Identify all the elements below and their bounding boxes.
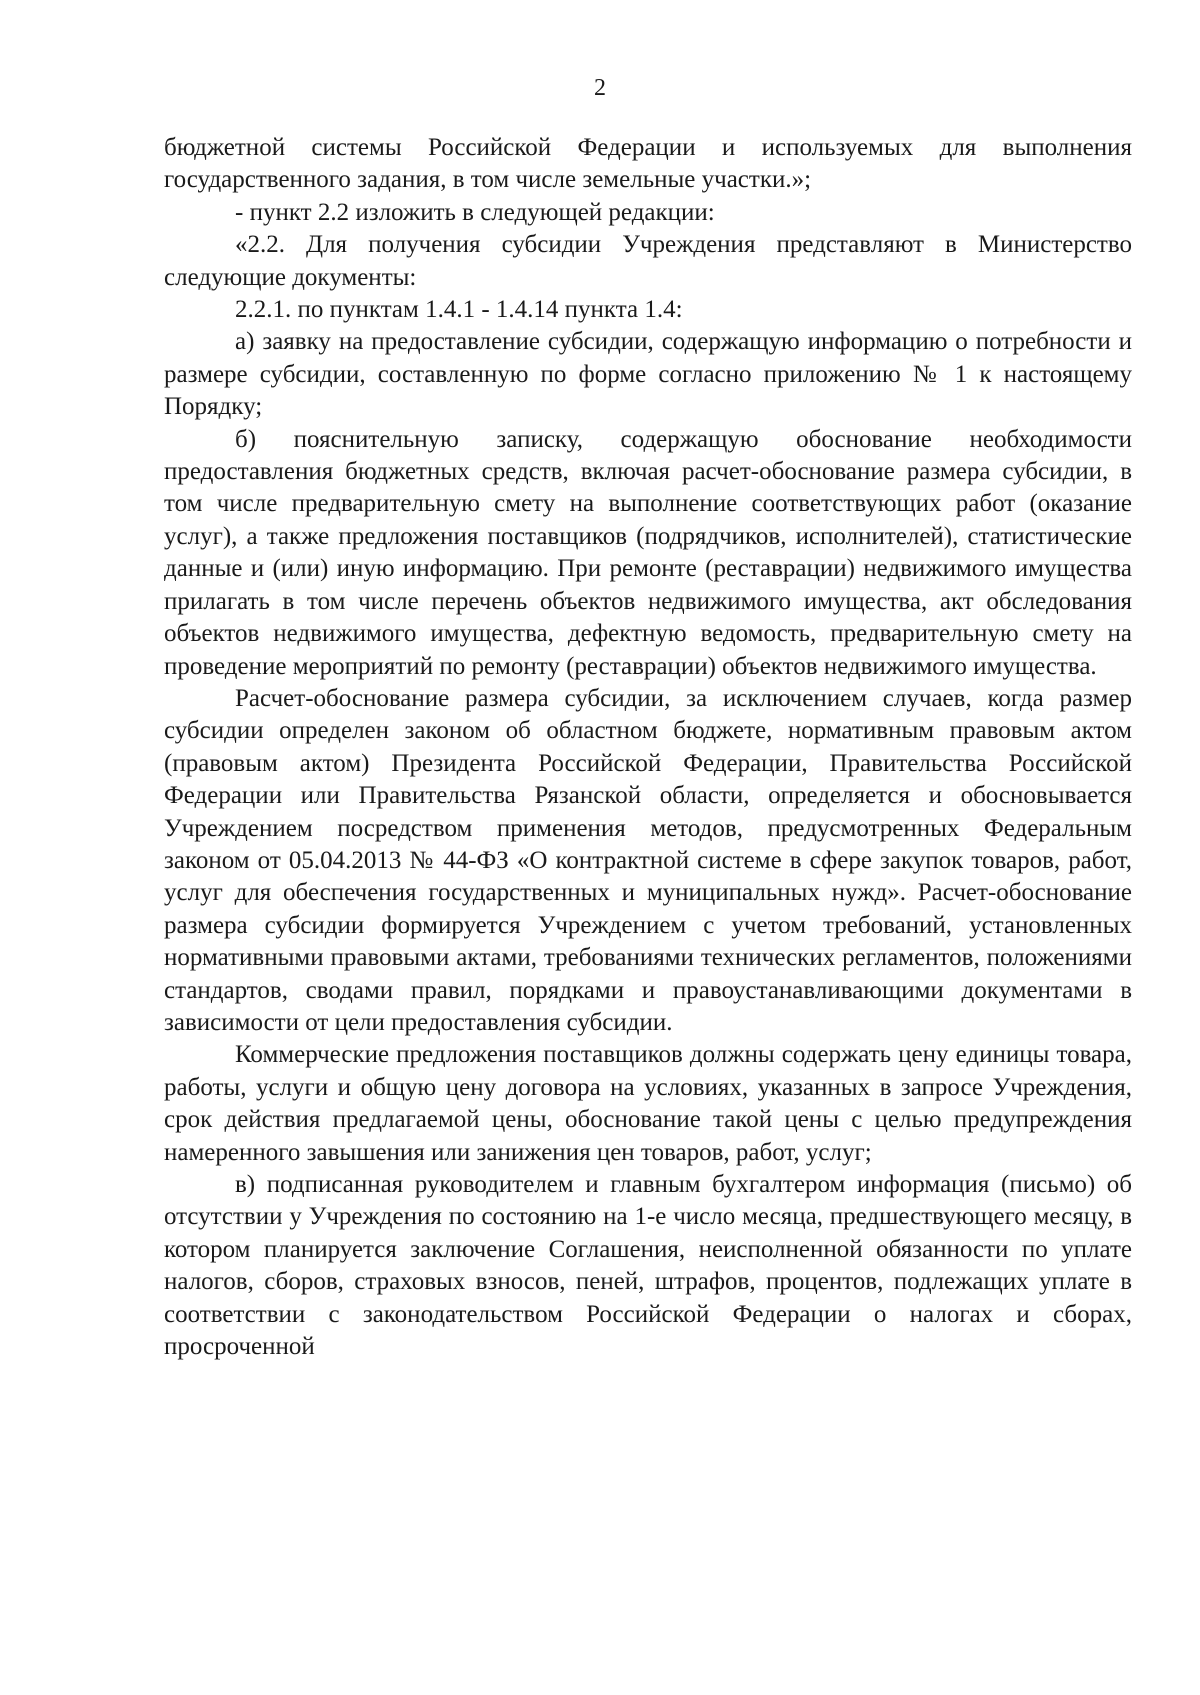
paragraph-clause-2-2: «2.2. Для получения субсидии Учреждения представляют в Министерство следующие документы:: [164, 231, 1132, 291]
paragraph-item-v: в) подписанная руководителем и главным бухгалтером информация (письмо) об отсутствии у Учреждения по состоянию на 1-е число месяца, предшествующего месяцу, в котором планируется заключение Соглашения, неисполненной обязанности по уплате налогов, сборов, страховых взносов, пеней, штрафов, процентов, подлежащих уплате в соответствии с законодательством Российской Федерации о налогах и сборах, просроченной: [164, 1171, 1132, 1361]
paragraph-calculation: Расчет-обоснование размера субсидии, за исключением случаев, когда размер субсидии определен законом об областном бюджете, нормативным правовым актом (правовым актом) Президента Российской Федерации, Правительства Российской Федерации или Правительства Рязанской области, определяется и обосновывается Учреждением посредством применения методов, предусмотренных Федеральным законом от 05.04.2013 № 44-ФЗ «О контрактной системе в сфере закупок товаров, работ, услуг для обеспечения государственных и муниципальных нужд». Расчет-обоснование размера субсидии формируется Учреждением с учетом требований, установленных нормативными правовыми актами, требованиями технических регламентов, положениями стандартов, сводами правил, порядками и правоустанавливающими документами в зависимости от цели предоставления субсидии.: [164, 684, 1132, 1036]
paragraph-clause-2-2-1: 2.2.1. по пунктам 1.4.1 - 1.4.14 пункта 1.4:: [235, 296, 683, 324]
document-body: [164, 132, 1132, 1363]
page-number: 2: [594, 75, 606, 101]
paragraph-amendment-instruction: - пункт 2.2 изложить в следующей редакции:: [235, 198, 715, 226]
paragraph-item-b: б) пояснительную записку, содержащую обоснование необходимости предоставления бюджетных средств, включая расчет-обоснование размера субсидии, в том числе предварительную смету на выполнение соответствующих работ (оказание услуг), а также предложения поставщиков (подрядчиков, исполнителей), статистические данные и (или) иную информацию. При ремонте (реставрации) недвижимого имущества прилагать в том числе перечень объектов недвижимого имущества, акт обследования объектов недвижимого имущества, дефектную ведомость, предварительную смету на проведение мероприятий по ремонту (реставрации) объектов недвижимого имущества.: [164, 425, 1132, 680]
paragraph-commercial-offers: Коммерческие предложения поставщиков должны содержать цену единицы товара, работы, услуги и общую цену договора на условиях, указанных в запросе Учреждения, срок действия предлагаемой цены, обоснование такой цены с целью предупреждения намеренного завышения или занижения цен товаров, работ, услуг;: [164, 1041, 1132, 1166]
paragraph-item-a: а) заявку на предоставление субсидии, содержащую информацию о потребности и размере субсидии, составленную по форме согласно приложению № 1 к настоящему Порядку;: [164, 328, 1132, 421]
paragraph-continuation: бюджетной системы Российской Федерации и используемых для выполнения государственного задания, в том числе земельные участки.»;: [164, 134, 1132, 194]
